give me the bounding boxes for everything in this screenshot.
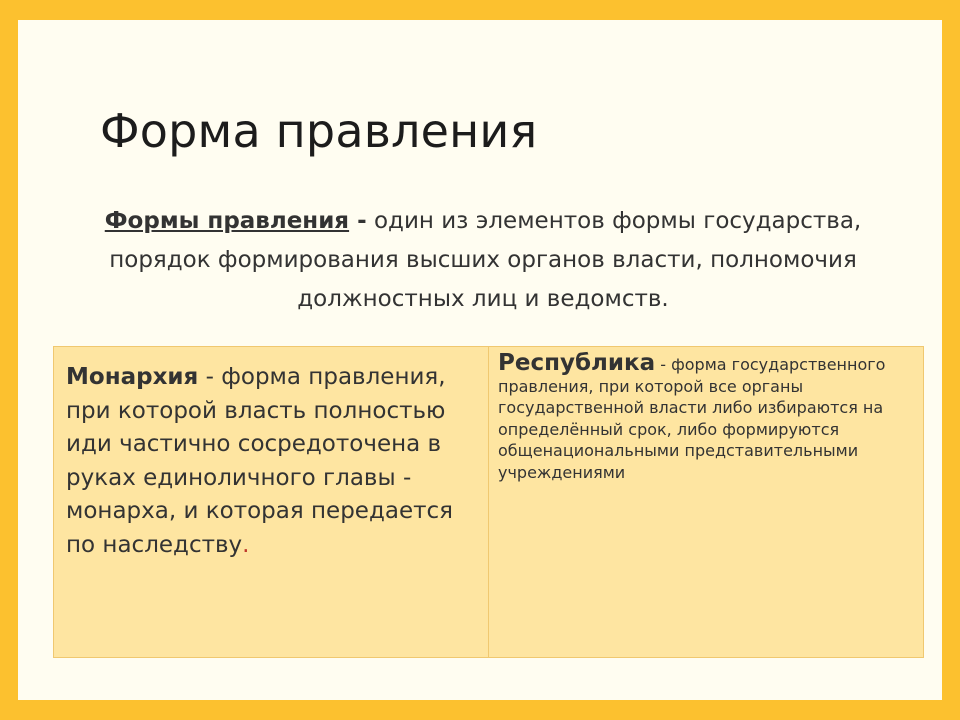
definition-dash: - bbox=[349, 208, 367, 234]
monarchy-term: Монархия bbox=[66, 364, 199, 390]
republic-text: - форма государственного правления, при которой все органы государственной власти либо избираются на определённый срок, либо формируются общенациональными представительными учреждениями bbox=[498, 355, 886, 482]
republic-cell bbox=[498, 350, 918, 483]
monarchy-cell bbox=[66, 361, 476, 562]
definition-text: один из элементов формы государства, порядок формирования высших органов власти, полномочия должностных лиц и ведомств. bbox=[109, 208, 862, 312]
comparison-table bbox=[53, 346, 924, 658]
slide-title: Форма правления bbox=[100, 104, 538, 158]
monarchy-end-mark: . bbox=[242, 531, 250, 558]
definition-paragraph bbox=[76, 202, 890, 319]
republic-term: Республика bbox=[498, 350, 656, 376]
table-column-divider bbox=[488, 347, 489, 657]
slide-canvas bbox=[18, 20, 942, 700]
definition-term: Формы правления bbox=[104, 208, 350, 234]
monarchy-text: - форма правления, при которой власть полностью иди частично сосредоточена в руках единоличного главы - монарха, и которая передается по наследству bbox=[66, 364, 453, 558]
